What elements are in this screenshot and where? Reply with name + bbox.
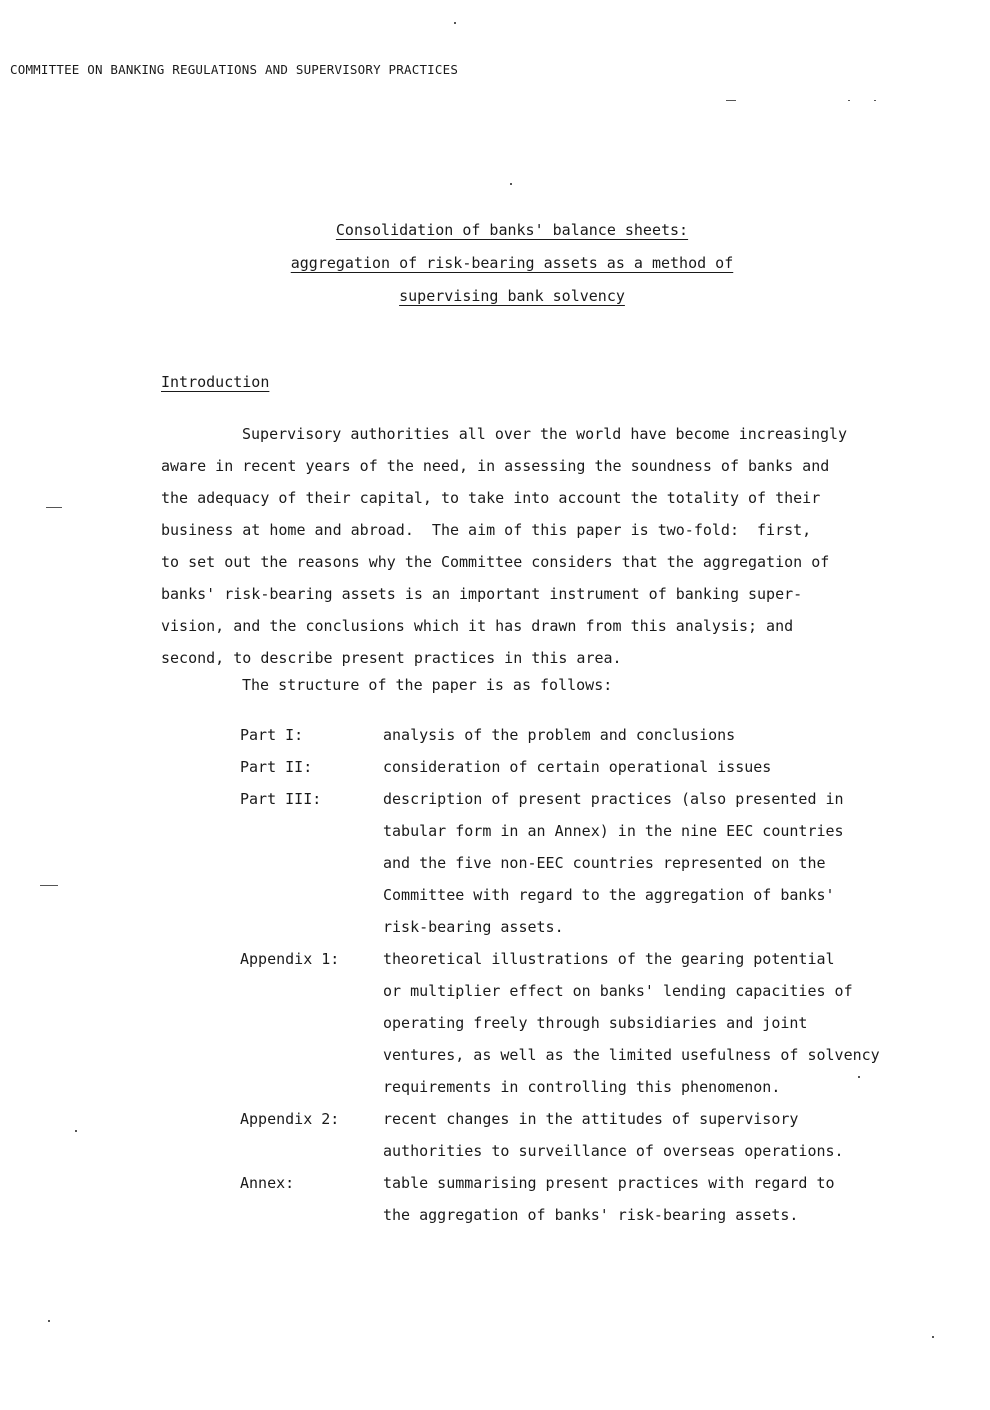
scan-mark — [932, 1336, 934, 1338]
part-description — [383, 1103, 960, 1167]
part-line: risk-bearing assets. — [383, 918, 564, 936]
paragraph-line: the adequacy of their capital, to take into account the totality of their — [161, 489, 821, 507]
introduction-heading: Introduction — [161, 373, 270, 391]
paragraph-line: second, to describe present practices in this area. — [161, 649, 622, 667]
scan-mark — [858, 1076, 860, 1078]
scan-mark — [46, 507, 62, 508]
paragraph-line: to set out the reasons why the Committee considers that the aggregation of — [161, 553, 830, 571]
scan-mark — [40, 885, 58, 886]
part-line: the aggregation of banks' risk-bearing assets. — [383, 1206, 799, 1224]
part-label: Appendix 1: — [240, 950, 340, 968]
part-line: authorities to surveillance of overseas operations. — [383, 1142, 844, 1160]
committee-header: COMMITTEE ON BANKING REGULATIONS AND SUPERVISORY PRACTICES — [10, 62, 459, 77]
part-line: tabular form in an Annex) in the nine EEC countries — [383, 822, 844, 840]
part-line: analysis of the problem and conclusions — [383, 726, 736, 744]
scan-mark — [510, 183, 512, 185]
part-item — [240, 751, 960, 783]
part-line: and the five non-EEC countries represented on the — [383, 854, 826, 872]
part-description — [383, 1167, 960, 1231]
part-line: description of present practices (also presented in — [383, 790, 844, 808]
title-line — [0, 247, 990, 280]
part-item — [240, 719, 960, 751]
part-label: Appendix 2: — [240, 1110, 340, 1128]
title-line — [0, 214, 990, 247]
paragraph-line: aware in recent years of the need, in assessing the soundness of banks and — [161, 457, 830, 475]
title-line-text: supervising bank solvency — [399, 287, 625, 305]
part-item — [240, 1167, 960, 1231]
title-line — [0, 280, 990, 313]
part-line: Committee with regard to the aggregation of banks' — [383, 886, 835, 904]
part-description — [383, 751, 960, 783]
part-label: Part I: — [240, 726, 304, 744]
scan-mark — [874, 100, 876, 101]
part-description — [383, 719, 960, 751]
parts-list — [240, 719, 960, 1231]
paragraph-line: vision, and the conclusions which it has drawn from this analysis; and — [161, 617, 794, 635]
paragraph-line: banks' risk-bearing assets is an important instrument of banking super- — [161, 585, 803, 603]
scan-mark — [48, 1320, 50, 1322]
title-line-text: aggregation of risk-bearing assets as a method of — [290, 254, 734, 272]
title-line-text: Consolidation of banks' balance sheets: — [335, 221, 689, 239]
scan-mark — [454, 22, 456, 24]
part-line: ventures, as well as the limited usefulness of solvency — [383, 1046, 880, 1064]
part-label: Part II: — [240, 758, 313, 776]
part-line: theoretical illustrations of the gearing potential — [383, 950, 835, 968]
part-line: requirements in controlling this phenomenon. — [383, 1078, 781, 1096]
paragraph-line: Supervisory authorities all over the world have become increasingly — [242, 425, 848, 443]
document-title — [0, 214, 990, 313]
part-line: operating freely through subsidiaries and joint — [383, 1014, 808, 1032]
part-item — [240, 943, 960, 1103]
scan-mark — [726, 100, 736, 101]
structure-intro: The structure of the paper is as follows: — [242, 676, 613, 694]
part-label: Annex: — [240, 1174, 295, 1192]
part-line: or multiplier effect on banks' lending capacities of — [383, 982, 853, 1000]
part-item — [240, 1103, 960, 1167]
scan-mark — [848, 100, 850, 101]
paragraph-line: business at home and abroad. The aim of this paper is two-fold: first, — [161, 521, 812, 539]
part-line: recent changes in the attitudes of supervisory — [383, 1110, 799, 1128]
scan-mark — [75, 1130, 77, 1132]
introduction-paragraph — [161, 418, 941, 674]
part-line: consideration of certain operational issues — [383, 758, 772, 776]
part-label: Part III: — [240, 790, 322, 808]
part-description — [383, 943, 960, 1103]
part-item — [240, 783, 960, 943]
part-line: table summarising present practices with regard to — [383, 1174, 835, 1192]
part-description — [383, 783, 960, 943]
